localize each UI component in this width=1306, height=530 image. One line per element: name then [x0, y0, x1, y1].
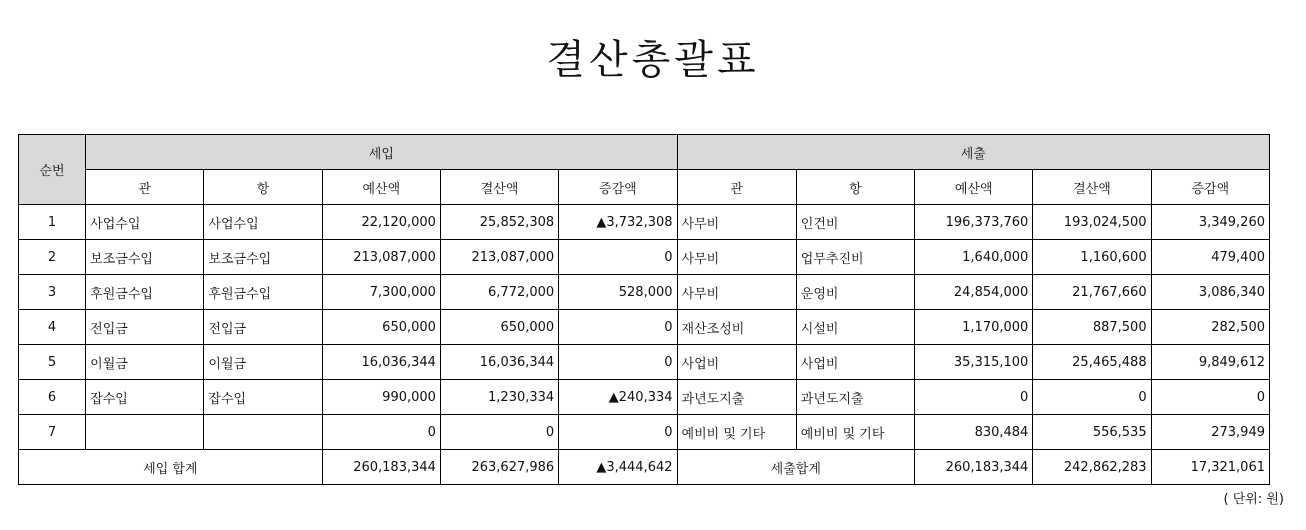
expense-gwan: 재산조성비 [677, 310, 796, 345]
table-row [19, 240, 1270, 275]
col-header-income-gwan: 관 [86, 170, 204, 205]
row-number: 5 [19, 345, 86, 380]
expense-gwan: 사무비 [677, 205, 796, 240]
expense-budget: 0 [915, 380, 1033, 415]
income-difference: 528,000 [559, 275, 677, 310]
income-gwan: 보조금수입 [86, 240, 204, 275]
expense-difference: 3,349,260 [1151, 205, 1269, 240]
income-difference: 0 [559, 240, 677, 275]
expense-gwan: 사업비 [677, 345, 796, 380]
expense-settlement: 193,024,500 [1033, 205, 1151, 240]
income-gwan: 사업수입 [86, 205, 204, 240]
income-total-settlement: 263,627,986 [440, 450, 558, 485]
row-number: 6 [19, 380, 86, 415]
expense-hang: 인건비 [796, 205, 914, 240]
income-gwan: 잡수입 [86, 380, 204, 415]
income-difference: 0 [559, 415, 677, 450]
income-settlement: 213,087,000 [440, 240, 558, 275]
income-settlement: 25,852,308 [440, 205, 558, 240]
expense-hang: 시설비 [796, 310, 914, 345]
expense-difference: 9,849,612 [1151, 345, 1269, 380]
table-row [19, 205, 1270, 240]
unit-note: ( 단위: 원) [1223, 492, 1284, 507]
col-header-expense-diff: 증감액 [1151, 170, 1269, 205]
expense-settlement: 25,465,488 [1033, 345, 1151, 380]
expense-total-label: 세출합계 [677, 450, 915, 485]
row-number: 4 [19, 310, 86, 345]
table-row [19, 380, 1270, 415]
header-row-top [19, 135, 1270, 170]
income-budget: 0 [322, 415, 440, 450]
expense-settlement: 1,160,600 [1033, 240, 1151, 275]
expense-difference: 282,500 [1151, 310, 1269, 345]
income-hang: 보조금수입 [204, 240, 322, 275]
income-gwan: 전입금 [86, 310, 204, 345]
income-settlement: 650,000 [440, 310, 558, 345]
table-row [19, 310, 1270, 345]
page-title: 결산총괄표 [546, 37, 760, 83]
totals-row [19, 450, 1270, 485]
col-header-expense-settle: 결산액 [1033, 170, 1151, 205]
income-difference: 0 [559, 310, 677, 345]
expense-settlement: 556,535 [1033, 415, 1151, 450]
income-budget: 22,120,000 [322, 205, 440, 240]
expense-settlement: 887,500 [1033, 310, 1151, 345]
col-header-income-settle: 결산액 [440, 170, 558, 205]
expense-budget: 35,315,100 [915, 345, 1033, 380]
table-row [19, 345, 1270, 380]
income-gwan: 후원금수입 [86, 275, 204, 310]
income-hang: 사업수입 [204, 205, 322, 240]
expense-budget: 196,373,760 [915, 205, 1033, 240]
col-header-income-diff: 증감액 [559, 170, 677, 205]
expense-gwan: 사무비 [677, 275, 796, 310]
row-number: 2 [19, 240, 86, 275]
expense-budget: 830,484 [915, 415, 1033, 450]
income-hang: 후원금수입 [204, 275, 322, 310]
expense-hang: 예비비 및 기타 [796, 415, 914, 450]
income-header: 세입 [86, 135, 677, 170]
col-header-expense-budget: 예산액 [915, 170, 1033, 205]
income-total-label: 세입 합계 [19, 450, 323, 485]
expense-hang: 운영비 [796, 275, 914, 310]
income-gwan [86, 415, 204, 450]
expense-difference: 479,400 [1151, 240, 1269, 275]
income-total-budget: 260,183,344 [322, 450, 440, 485]
expense-hang: 업무추진비 [796, 240, 914, 275]
expense-difference: 3,086,340 [1151, 275, 1269, 310]
income-difference: 0 [559, 345, 677, 380]
row-number: 1 [19, 205, 86, 240]
income-hang: 잡수입 [204, 380, 322, 415]
table-row [19, 275, 1270, 310]
seq-header: 순번 [19, 135, 86, 205]
income-settlement: 1,230,334 [440, 380, 558, 415]
expense-settlement: 0 [1033, 380, 1151, 415]
expense-total-budget: 260,183,344 [915, 450, 1033, 485]
row-number: 7 [19, 415, 86, 450]
expense-total-settlement: 242,862,283 [1033, 450, 1151, 485]
table-row [19, 415, 1270, 450]
expense-gwan: 과년도지출 [677, 380, 796, 415]
col-header-income-hang: 항 [204, 170, 322, 205]
expense-budget: 1,170,000 [915, 310, 1033, 345]
col-header-expense-hang: 항 [796, 170, 914, 205]
income-budget: 990,000 [322, 380, 440, 415]
income-gwan: 이월금 [86, 345, 204, 380]
expense-settlement: 21,767,660 [1033, 275, 1151, 310]
income-hang: 전입금 [204, 310, 322, 345]
header-row-sub [19, 170, 1270, 205]
expense-difference: 273,949 [1151, 415, 1269, 450]
expense-gwan: 사무비 [677, 240, 796, 275]
income-settlement: 0 [440, 415, 558, 450]
col-header-income-budget: 예산액 [322, 170, 440, 205]
settlement-summary-table [18, 134, 1270, 485]
expense-total-difference: 17,321,061 [1151, 450, 1269, 485]
income-budget: 7,300,000 [322, 275, 440, 310]
income-hang [204, 415, 322, 450]
income-budget: 650,000 [322, 310, 440, 345]
expense-hang: 과년도지출 [796, 380, 914, 415]
income-budget: 16,036,344 [322, 345, 440, 380]
income-difference: ▲3,732,308 [559, 205, 677, 240]
income-budget: 213,087,000 [322, 240, 440, 275]
expense-hang: 사업비 [796, 345, 914, 380]
expense-budget: 1,640,000 [915, 240, 1033, 275]
income-settlement: 6,772,000 [440, 275, 558, 310]
income-difference: ▲240,334 [559, 380, 677, 415]
income-total-difference: ▲3,444,642 [559, 450, 677, 485]
expense-difference: 0 [1151, 380, 1269, 415]
expense-header: 세출 [677, 135, 1269, 170]
income-settlement: 16,036,344 [440, 345, 558, 380]
col-header-expense-gwan: 관 [677, 170, 796, 205]
row-number: 3 [19, 275, 86, 310]
expense-budget: 24,854,000 [915, 275, 1033, 310]
expense-gwan: 예비비 및 기타 [677, 415, 796, 450]
income-hang: 이월금 [204, 345, 322, 380]
